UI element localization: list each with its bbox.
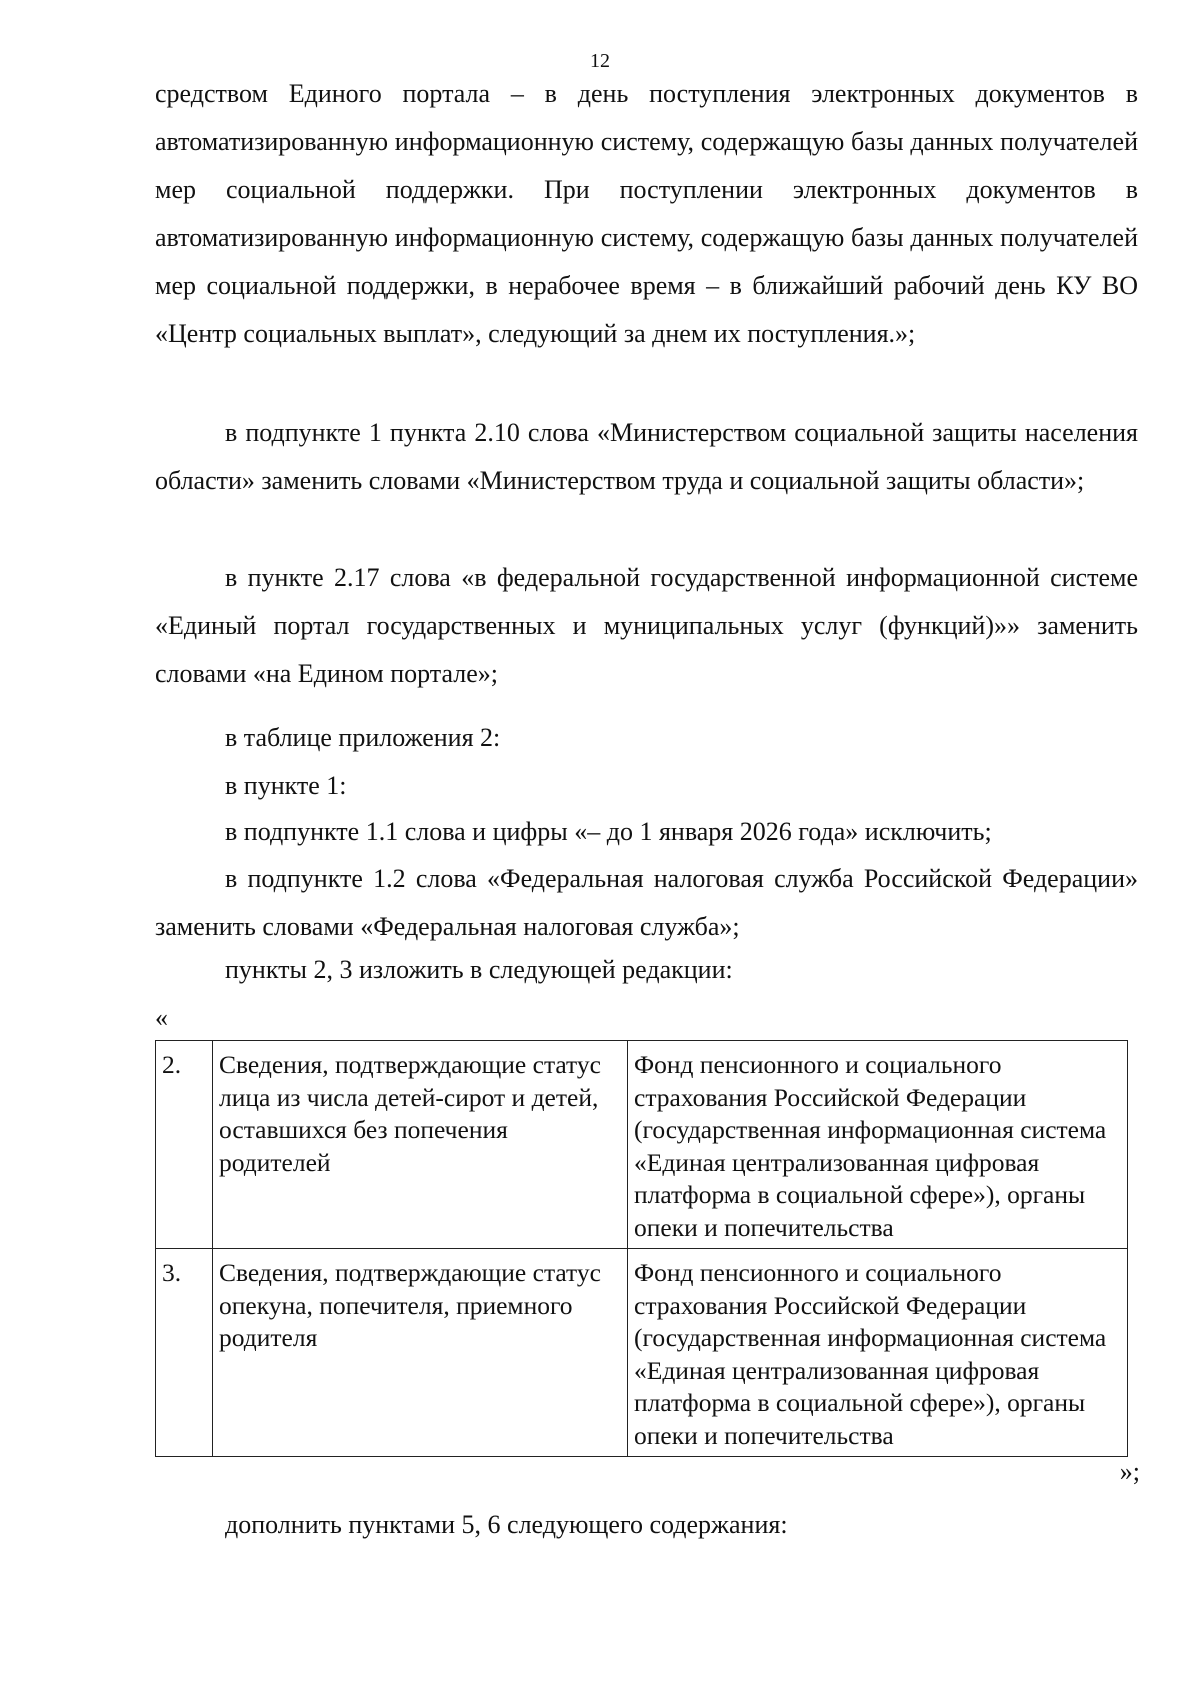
table-row	[156, 1041, 1128, 1249]
line-points-2-3: пункты 2, 3 изложить в следующей редакции:	[225, 955, 733, 984]
table-row	[156, 1249, 1128, 1457]
row-description: Сведения, подтверждающие статус лица из числа детей-сирот и детей, оставшихся без попечения родителей	[213, 1041, 628, 1249]
page-number: 12	[590, 50, 610, 72]
paragraph-point-2-17	[155, 554, 1138, 698]
paragraph-continuation	[155, 70, 1138, 358]
row-source: Фонд пенсионного и социального страхования Российской Федерации (государственная информационная система «Единая централизованная цифровая платформа в социальной сфере»), органы опеки и попечительства	[628, 1041, 1128, 1249]
quote-close: »;	[1119, 1457, 1140, 1486]
paragraph-subpoint-1-2	[155, 855, 1138, 951]
replacement-table	[155, 1040, 1128, 1457]
row-number: 2.	[156, 1041, 213, 1249]
paragraph-subpoint-2-10	[155, 409, 1138, 505]
line-supplement: дополнить пунктами 5, 6 следующего содержания:	[225, 1510, 788, 1539]
paragraph-text: средством Единого портала – в день поступления электронных документов в автоматизированную информационную систему, содержащую базы данных получателей мер социальной поддержки. При поступлении электронных документов в автоматизированную информационную систему, содержащую базы данных получателей мер социальной поддержки, в нерабочее время – в ближайший рабочий день КУ ВО «Центр социальных выплат», следующий за днем их поступления.»;	[155, 79, 1138, 348]
line-table-appendix: в таблице приложения 2:	[225, 723, 501, 752]
line-subpoint-1-1: в подпункте 1.1 слова и цифры «– до 1 января 2026 года» исключить;	[225, 817, 992, 846]
quote-open: «	[155, 1003, 168, 1032]
paragraph-text: в подпункте 1 пункта 2.10 слова «Министерством социальной защиты населения области» заменить словами «Министерством труда и социальной защиты области»;	[155, 418, 1138, 495]
row-description: Сведения, подтверждающие статус опекуна, попечителя, приемного родителя	[213, 1249, 628, 1457]
paragraph-text: в подпункте 1.2 слова «Федеральная налоговая служба Российской Федерации» заменить словами «Федеральная налоговая служба»;	[155, 864, 1138, 941]
row-number: 3.	[156, 1249, 213, 1457]
paragraph-text: в пункте 2.17 слова «в федеральной государственной информационной системе «Единый портал государственных и муниципальных услуг (функций)»» заменить словами «на Едином портале»;	[155, 563, 1138, 688]
line-point-1: в пункте 1:	[225, 771, 347, 800]
row-source: Фонд пенсионного и социального страхования Российской Федерации (государственная информационная система «Единая централизованная цифровая платформа в социальной сфере»), органы опеки и попечительства	[628, 1249, 1128, 1457]
